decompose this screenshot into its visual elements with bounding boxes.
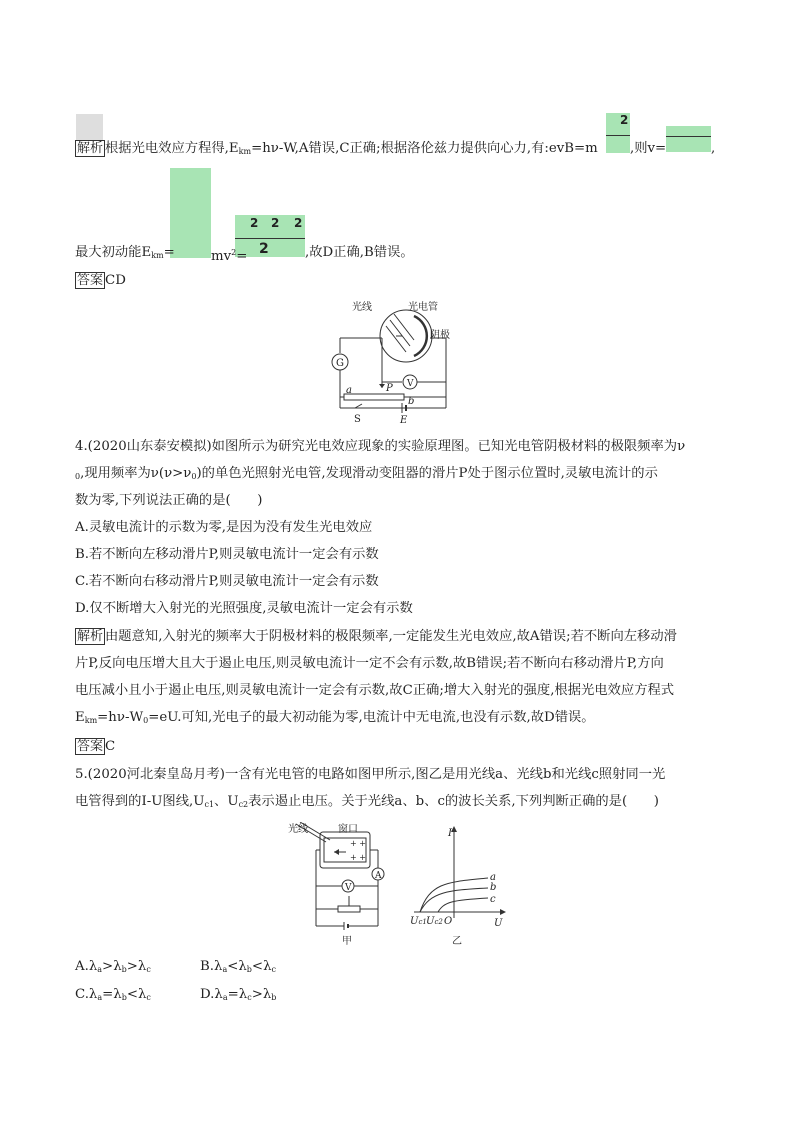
q5-iu-graph-yi (408, 822, 508, 946)
fig4-label-g: G (336, 358, 344, 369)
q3-answer (75, 272, 126, 290)
fig4-label-s: S (354, 414, 361, 425)
q5-fig-label-yi: 乙 (452, 936, 462, 946)
fraction-bar-1 (606, 135, 630, 136)
q5-fig-label-light: 光线 (288, 824, 308, 835)
q3-end-comma: , (711, 141, 716, 156)
q5-fig-label-a: A (375, 871, 382, 881)
q5-option-d: $D.\lambda_a=\lambda_c>\lambda_b$ (200, 987, 277, 1002)
q5-option-b: $B.\lambda_a<\lambda_b<\lambda_c$ (200, 959, 276, 974)
phototube-box (320, 832, 370, 868)
q4-analysis-line3: 电压减小且小于遏止电压,则灵敏电流计一定会有示数,故C正确;增大入射光的强度,根据光电效应方程式 (75, 683, 675, 698)
q5-stem-line2: 电管得到的I-U图线$,U_{c1}$、$U_{c2}$表示遏止电压。关于光线a、b、c的波长关系,下列判断正确的是( ) (75, 794, 659, 809)
graph-label-curve-c: c (490, 894, 496, 905)
fig4-label-tube: 光电管 (408, 302, 438, 313)
fig4-label-p: P (386, 383, 393, 394)
q4-option-d: D.仅不断增大入射光的光照强度,灵敏电流计一定会有示数 (75, 601, 413, 616)
curve-c (438, 898, 488, 912)
fraction-3-top-1: 2 (250, 216, 259, 230)
fig4-label-a: a (346, 385, 352, 396)
q5-fig-label-plus2: + + (350, 853, 366, 862)
rheostat (344, 394, 404, 400)
q4-analysis-line4: $E_{km}=h\nu-W_0=eU$.可知,光电子的最大初动能为零,电流计中无电流,也没有示数,故D错误。 (75, 710, 595, 725)
q3-answer-tag: 答案 (77, 273, 104, 288)
formula-image-3 (170, 168, 211, 258)
q4-stem-line2: $_0$,现用频率为$\nu(\nu>\nu_0)$的单色光照射光电管,发现滑动变阻器的滑片P处于图示位置时,灵敏电流计的示 (75, 466, 658, 481)
gray-marker (76, 114, 103, 140)
q3-analysis-then-v: ,则v= (630, 141, 667, 156)
graph-label-uc2: Uc2 (426, 916, 443, 927)
phototube-circle (380, 310, 432, 362)
q5-fig-label-plus1: + + (350, 839, 366, 848)
q5-fig-label-window: 窗口 (338, 824, 358, 835)
q4-answer (75, 738, 115, 756)
q4-answer-tag: 答案 (77, 739, 104, 754)
q4-stem-line1: 4.(2020山东泰安模拟)如图所示为研究光电效应现象的实验原理图。已知光电管阴极材料的极限频率为ν (75, 439, 686, 454)
fraction-3-bottom: 2 (259, 241, 269, 257)
cathode-arc (414, 316, 427, 356)
photoelectric-circuit-figure (330, 298, 460, 426)
q4-analysis-line2: 片P,反向电压增大且大于遏止电压,则灵敏电流计一定不会有示数,故B错误;若不断向右移动滑片P,方向 (75, 656, 664, 671)
q3-analysis-line2a: 最大初动能$E_{km}=$ (75, 245, 175, 260)
q4-option-a: A.灵敏电流计的示数为零,是因为没有发生光电效应 (75, 520, 373, 535)
fraction-3-top-2: 2 (271, 216, 280, 230)
fraction-1-top: 2 (620, 113, 629, 127)
q5-option-c: $C.\lambda_a=\lambda_b<\lambda_c$ (75, 987, 151, 1002)
graph-label-u: U (494, 918, 503, 929)
fig4-label-b: b (408, 396, 415, 407)
q4-analysis-line1: 解析 由题意知,入射光的频率大于阴极材料的极限频率,一定能发生光电效应,故A错误;若不断向左移动滑 (77, 629, 677, 644)
graph-label-curve-a: a (490, 872, 496, 883)
q5-circuit-figure-jia (286, 822, 386, 946)
rheostat-jia (338, 906, 360, 912)
fraction-bar-3 (235, 238, 305, 239)
fig4-label-light: 光线 (352, 302, 372, 313)
graph-label-origin: O (444, 916, 453, 927)
q3-analysis-line1: 解析 根据光电效应方程得$,E_{km}=h\nu-W,A$错误,C正确;根据洛伦兹力提供向心力,有:evB=m (77, 141, 598, 156)
graph-label-i: I (448, 828, 452, 839)
formula-image-2 (666, 126, 711, 152)
graph-label-uc1: Uc1 (410, 916, 427, 927)
q5-stem-line1: 5.(2020河北秦皇岛月考)一含有光电管的电路如图甲所示,图乙是用光线a、光线b和光线c照射同一光 (75, 767, 666, 782)
q4-analysis-tag: 解析 (77, 629, 104, 644)
q4-answer-value: C (105, 739, 116, 754)
fraction-bar-2 (666, 136, 711, 137)
q3-analysis-line2c: ,故D正确,B错误。 (305, 245, 414, 260)
q3-answer-value: CD (105, 273, 126, 288)
fraction-3-top-3: 2 (294, 216, 303, 230)
fig4-label-v: V (407, 379, 414, 389)
fig4-label-cathode: 阴极 (430, 330, 450, 341)
slider-arrow (379, 384, 385, 388)
q5-fig-label-jia: 甲 (342, 936, 352, 946)
q5-option-a: $A.\lambda_a>\lambda_b>\lambda_c$ (75, 959, 151, 974)
q4-stem-line3: 数为零,下列说法正确的是( ) (75, 493, 263, 508)
q3-analysis-tag: 解析 (77, 141, 104, 156)
fig4-label-e: E (400, 415, 408, 426)
q3-analysis-line2b: $mv^2=$ (211, 248, 248, 264)
q4-option-b: B.若不断向左移动滑片P,则灵敏电流计一定会有示数 (75, 547, 379, 562)
q4-option-c: C.若不断向右移动滑片P,则灵敏电流计一定会有示数 (75, 574, 379, 589)
q5-fig-label-v: V (345, 883, 352, 893)
graph-label-curve-b: b (490, 882, 497, 893)
